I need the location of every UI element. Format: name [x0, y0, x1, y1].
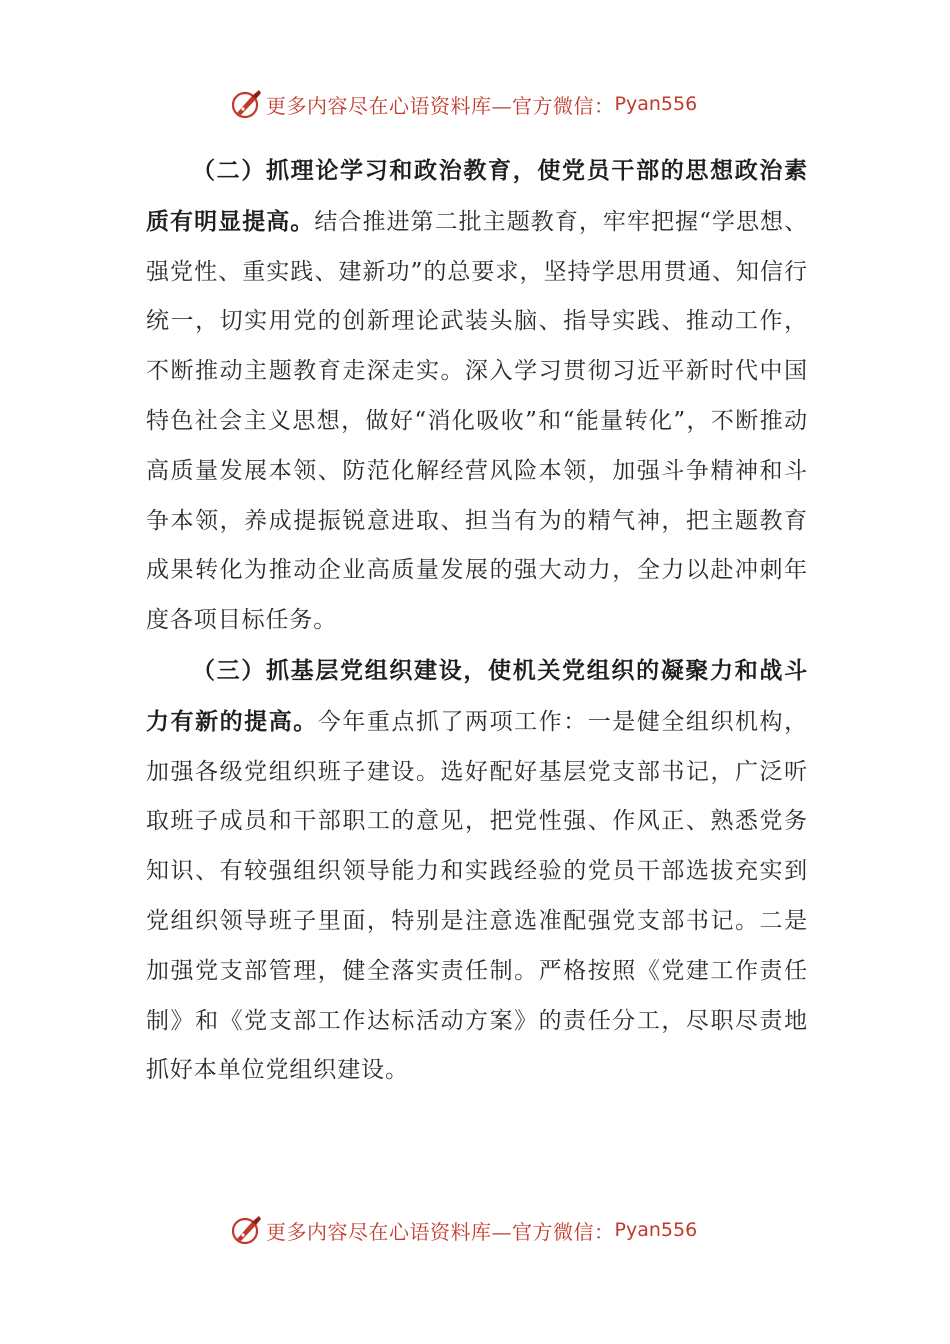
paragraph-party-building	[146, 646, 808, 1096]
pen-nib-circle-icon	[228, 86, 264, 122]
paragraph-theory-study	[146, 146, 808, 646]
footer-banner	[228, 1212, 697, 1248]
paragraph-heading: （三）抓基层党组织建设，使机关党组织的凝聚力和战斗力有新的提高。	[146, 656, 808, 735]
footer-wechat-id: Pyan556	[614, 1219, 698, 1241]
header-banner	[228, 86, 697, 122]
document-body	[146, 146, 808, 1096]
footer-site-text: 更多内容尽在心语资料库—官方微信：	[266, 1219, 615, 1244]
paragraph-heading: （二）抓理论学习和政治教育，使党员干部的思想政治素质有明显提高。	[146, 157, 808, 235]
header-site-text: 更多内容尽在心语资料库—官方微信：	[266, 93, 615, 118]
paragraph-text: 今年重点抓了两项工作：一是健全组织机构，加强各级党组织班子建设。选好配好基层党支部书记，广泛听取班子成员和干部职工的意见，把党性强、作风正、熟悉党务知识、有较强组织领导能力和实践经验的党员干部选拔充实到党组织领导班子里面，特别是注意选准配强党支部书记。二是加强党支部管理，健全落实责任制。严格按照《党建工作责任制》和《党支部工作达标活动方案》的责任分工，尽职尽责地抓好本单位党组织建设。	[146, 708, 808, 1084]
paragraph-text: 结合推进第二批主题教育，牢牢把握“学思想、强党性、重实践、建新功”的总要求，坚持学思用贯通、知信行统一，切实用党的创新理论武装头脑、指导实践、推动工作，不断推动主题教育走深走实。深入学习贯彻习近平新时代中国特色社会主义思想，做好“消化吸收”和“能量转化”，不断推动高质量发展本领、防范化解经营风险本领，加强斗争精神和斗争本领，养成提振锐意进取、担当有为的精气神，把主题教育成果转化为推动企业高质量发展的强大动力，全力以赴冲刺年度各项目标任务。	[146, 208, 808, 634]
header-wechat-id: Pyan556	[614, 93, 698, 115]
pen-nib-circle-icon	[228, 1212, 264, 1248]
